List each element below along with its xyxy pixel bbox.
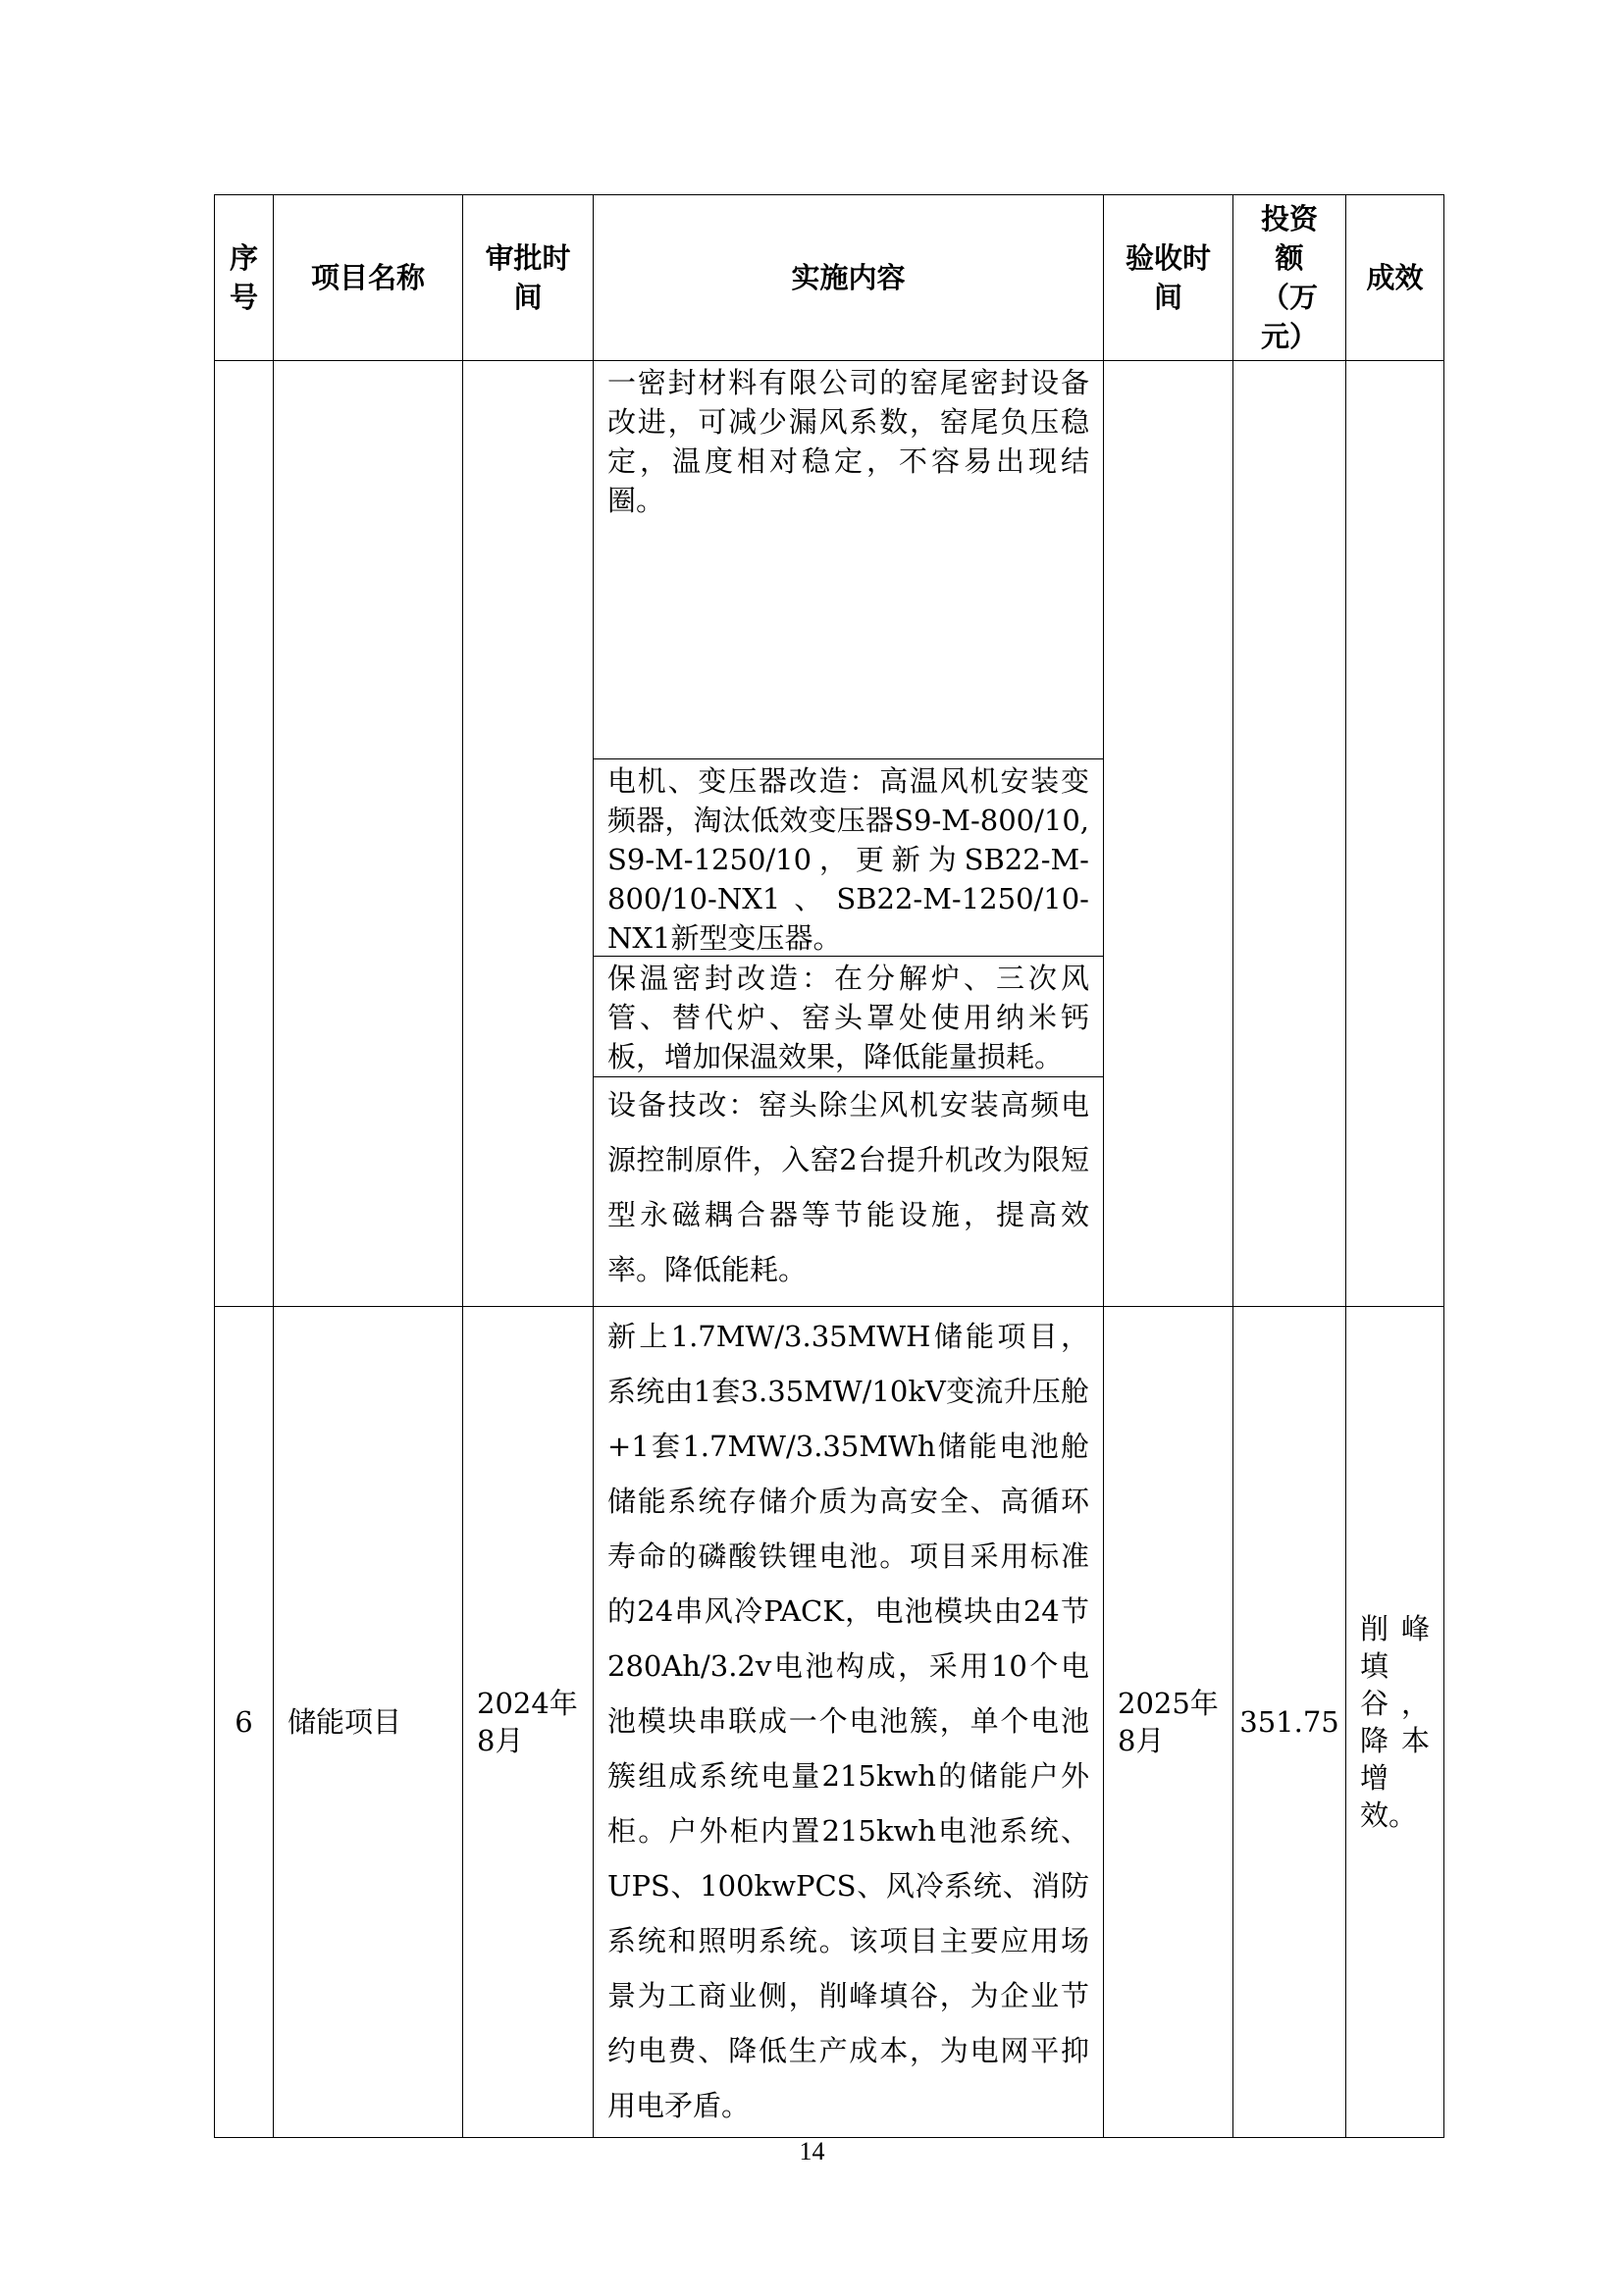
table-row-continued	[215, 361, 1444, 1307]
cell-approval-time: 2024年 8月	[463, 1307, 594, 2138]
cell-content-continued	[594, 361, 1104, 1307]
project-table	[214, 194, 1444, 2138]
content-block-kiln-seal: 一密封材料有限公司的窑尾密封设备改进，可减少漏风系数，窑尾负压稳定，温度相对稳定，不容易出现结圈。	[594, 361, 1103, 759]
cell-acceptance-time: 2025年 8月	[1104, 1307, 1233, 2138]
content-block-motor-transformer: 电机、变压器改造：高温风机安装变频器，淘汰低效变压器S9-M-800/10, S9-M-1250/10，更新为SB22-M-800/10-NX1、SB22-M-1250/10-NX1新型变压器。	[594, 759, 1103, 957]
header-approval-time: 审批时 间	[463, 195, 594, 361]
page-number: 14	[799, 2137, 825, 2165]
cell-investment-empty	[1233, 361, 1346, 1307]
cell-project-name: 储能项目	[274, 1307, 463, 2138]
cell-seq: 6	[215, 1307, 274, 2138]
header-result: 成效	[1346, 195, 1444, 361]
table-header-row	[215, 195, 1444, 361]
header-acceptance-time: 验收时 间	[1104, 195, 1233, 361]
cell-seq-empty	[215, 361, 274, 1307]
cell-approval-empty	[463, 361, 594, 1307]
header-name: 项目名称	[274, 195, 463, 361]
content-block-insulation-seal: 保温密封改造：在分解炉、三次风管、替代炉、窑头罩处使用纳米钙板，增加保温效果，降低能量损耗。	[594, 957, 1103, 1077]
cell-content	[594, 1307, 1104, 2138]
table-row-6	[215, 1307, 1444, 2138]
header-content: 实施内容	[594, 195, 1104, 361]
cell-result: 削峰填谷，降本增效。	[1346, 1307, 1444, 2138]
cell-name-empty	[274, 361, 463, 1307]
header-seq: 序 号	[215, 195, 274, 361]
content-block-storage-project: 新上1.7MW/3.35MWH储能项目，系统由1套3.35MW/10kV变流升压舱+1套1.7MW/3.35MWh储能电池舱储能系统存储介质为高安全、高循环寿命的磷酸铁锂电池。项目采用标准的24串风冷PACK，电池模块由24节280Ah/3.2v电池构成，采用10个电池模块串联成一个电池簇，单个电池簇组成系统电量215kwh的储能户外柜。户外柜内置215kwh电池系统、UPS、100kwPCS、风冷系统、消防系统和照明系统。该项目主要应用场景为工商业侧，削峰填谷，为企业节约电费、降低生产成本，为电网平抑用电矛盾。	[607, 1320, 1089, 2122]
cell-investment: 351.75	[1233, 1307, 1346, 2138]
content-block-equipment-upgrade: 设备技改：窑头除尘风机安装高频电源控制原件，入窑2台提升机改为限短型永磁耦合器等节能设施，提高效率。降低能耗。	[607, 1088, 1089, 1286]
cell-result-empty	[1346, 361, 1444, 1307]
header-investment: 投资 额 （万 元）	[1233, 195, 1346, 361]
cell-acceptance-empty	[1104, 361, 1233, 1307]
